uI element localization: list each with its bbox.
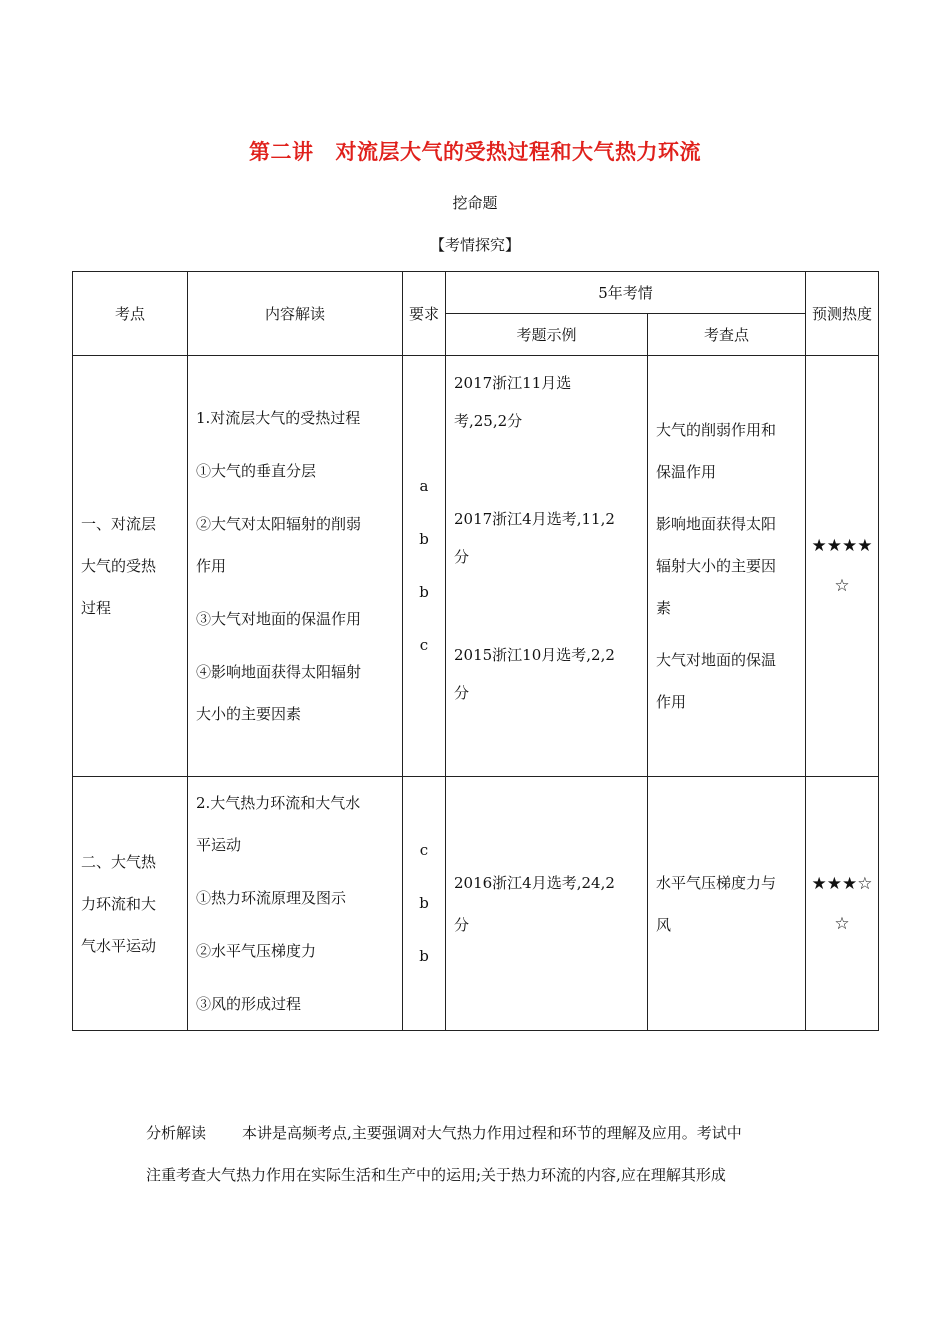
content-line: ①热力环流原理及图示: [196, 889, 347, 907]
analysis-text: 本讲是高频考点,主要强调对大气热力作用过程和环节的理解及应用。考试中: [242, 1124, 742, 1142]
content-cell: [188, 356, 403, 777]
point-line: 大气的受热: [81, 557, 157, 575]
title-lecture: 第二讲: [249, 140, 314, 164]
exam-point-line: 水平气压梯度力与: [656, 873, 777, 892]
point-line: 气水平运动: [81, 936, 157, 955]
point-line: 二、大气热: [81, 852, 157, 871]
content-line: ②水平气压梯度力: [196, 942, 317, 960]
exam-points-cell: [648, 356, 806, 777]
example-line: 2016浙江4月选考,24,2: [454, 873, 615, 892]
point-cell: [73, 777, 188, 1031]
header-point: 考点: [73, 272, 188, 356]
point-line: 力环流和大: [81, 894, 157, 913]
example-line: 2015浙江10月选考,2,2: [454, 646, 615, 664]
requirement-level: c: [419, 636, 429, 654]
exam-point-line: 风: [656, 915, 672, 934]
content-line: 大小的主要因素: [196, 705, 302, 723]
header-requirement: 要求: [403, 272, 446, 356]
examples-cell: [446, 356, 648, 777]
analysis-line-2: 注重考查大气热力作用在实际生活和生产中的运用;关于热力环流的内容,应在理解其形成: [146, 1166, 726, 1184]
heat-cell: [806, 777, 879, 1031]
content-line: ③风的形成过程: [196, 995, 302, 1013]
requirement-level: c: [419, 841, 429, 859]
example-line: 分: [454, 548, 470, 566]
exam-point-line: 辐射大小的主要因: [656, 557, 777, 575]
table-row: [73, 356, 879, 777]
example-line: 2017浙江11月选: [454, 374, 572, 392]
example-line: 分: [454, 684, 470, 702]
exam-point-item: [656, 639, 797, 723]
requirement-level: b: [419, 947, 429, 965]
point-cell: [73, 356, 188, 777]
content-line: ②大气对太阳辐射的削弱: [196, 515, 362, 533]
exam-points-cell: [648, 777, 806, 1031]
requirement-level: b: [419, 530, 429, 548]
content-cell: [188, 777, 403, 1031]
example-line: 2017浙江4月选考,11,2: [454, 510, 615, 528]
requirement-level: b: [419, 583, 429, 601]
exam-point-line: 作用: [656, 693, 687, 711]
exam-point-line: 大气的削弱作用和: [656, 421, 777, 439]
header-examples: 考题示例: [446, 314, 648, 356]
analysis-label: 分析解读: [146, 1124, 207, 1142]
exam-point-item: [656, 862, 797, 946]
analysis-line-1: [146, 1112, 826, 1154]
header-five-year: 5年考情: [446, 272, 806, 314]
table-row: [73, 777, 879, 1031]
heat-stars: ☆: [834, 576, 850, 596]
requirement-cell: [403, 356, 446, 777]
analysis-paragraph: [146, 1112, 826, 1196]
exam-point-item: [656, 409, 797, 493]
heat-stars: ☆: [834, 913, 850, 934]
header-content: 内容解读: [188, 272, 403, 356]
exam-analysis-table: [72, 271, 879, 1031]
point-line: 一、对流层: [81, 515, 157, 533]
point-line: 过程: [81, 599, 112, 617]
content-line: 平运动: [196, 836, 242, 854]
example-item: [454, 862, 639, 946]
requirement-cell: [403, 777, 446, 1031]
exam-point-line: 保温作用: [656, 463, 717, 481]
example-item: [454, 636, 639, 712]
requirement-level: a: [419, 477, 429, 495]
header-exam-points: 考查点: [648, 314, 806, 356]
content-line: 2.大气热力环流和大气水: [196, 794, 361, 812]
section-heading: 【考情探究】: [429, 236, 520, 254]
header-heat: 预测热度: [806, 272, 879, 356]
examples-cell: [446, 777, 648, 1031]
example-item: [454, 500, 639, 576]
subtitle: 挖命题: [452, 194, 498, 212]
exam-point-line: 大气对地面的保温: [656, 651, 777, 669]
title-topic: 对流层大气的受热过程和大气热力环流: [335, 140, 701, 164]
heat-stars: ★★★☆: [811, 873, 873, 894]
requirement-level: b: [419, 894, 429, 912]
content-line: ①大气的垂直分层: [196, 462, 317, 480]
content-line: 1.对流层大气的受热过程: [196, 409, 361, 427]
exam-point-item: [656, 503, 797, 629]
exam-point-line: 素: [656, 599, 672, 617]
content-line: ③大气对地面的保温作用: [196, 610, 362, 628]
heat-stars: ★★★★: [811, 536, 873, 556]
example-item: [454, 364, 639, 440]
example-line: 分: [454, 915, 470, 934]
content-line: 作用: [196, 557, 227, 575]
page-title: [0, 136, 950, 166]
example-line: 考,25,2分: [454, 412, 523, 430]
content-line: ④影响地面获得太阳辐射: [196, 663, 362, 681]
heat-cell: [806, 356, 879, 777]
exam-point-line: 影响地面获得太阳: [656, 515, 777, 533]
